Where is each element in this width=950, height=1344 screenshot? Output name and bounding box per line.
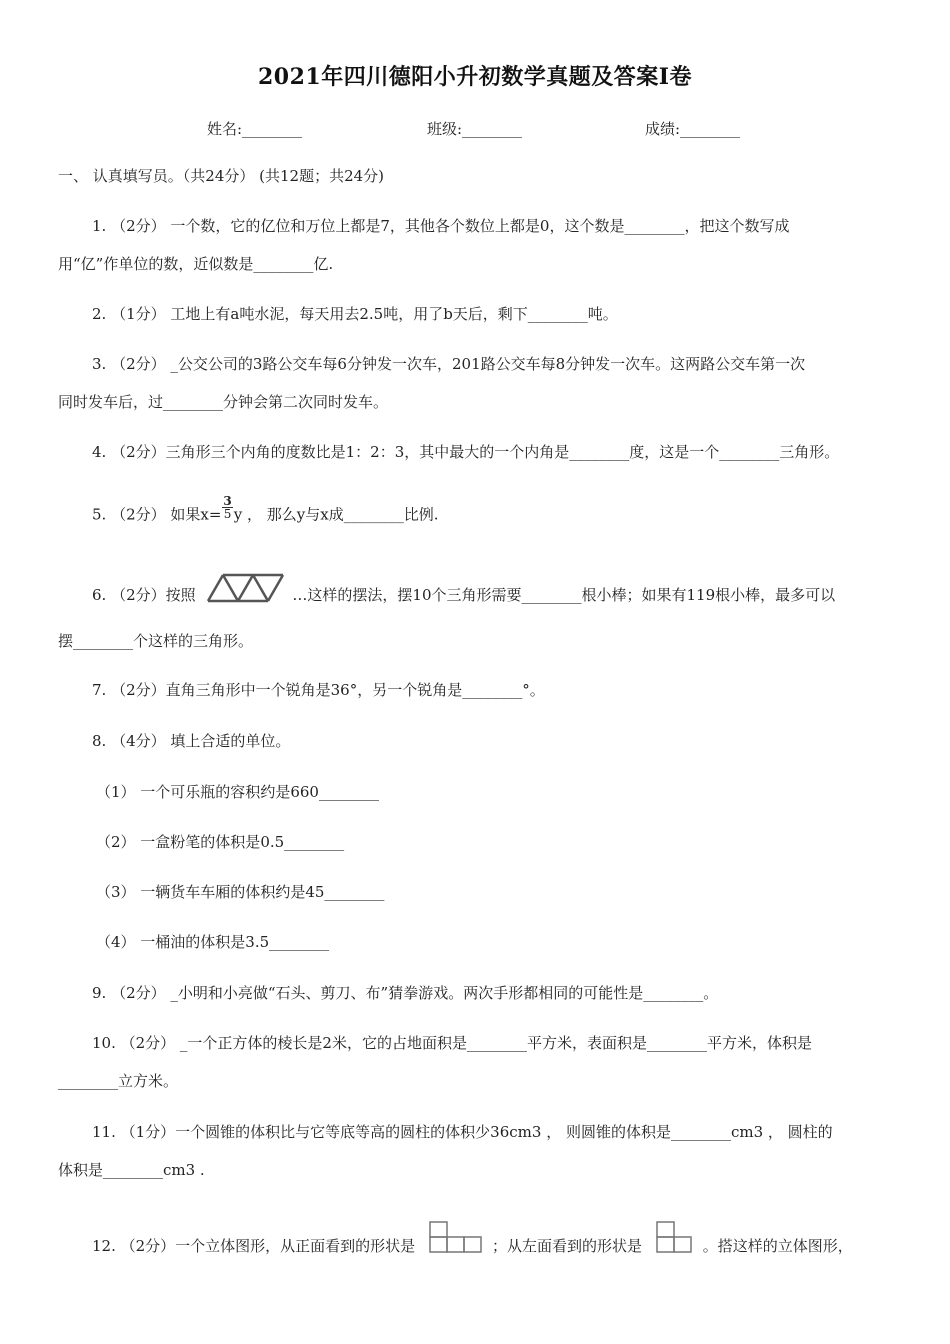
question-10-line-1: 10. （2分） _一个正方体的棱长是2米，它的占地面积是________平方米，表面积是________平方米，体积是 [92, 1034, 812, 1052]
question-3-line-2: 同时发车后，过________分钟会第二次同时发车。 [58, 393, 389, 411]
fraction-denominator: 5 [223, 507, 232, 521]
question-8-part-2: （2） 一盒粉笔的体积是0.5________ [96, 833, 345, 851]
question-12-middle: ；从左面看到的形状是 [491, 1237, 642, 1255]
fraction-three-fifths [222, 495, 232, 520]
question-4: 4. （2分）三角形三个内角的度数比是1：2：3，其中最大的一个内角是________度，这是一个________三角形。 [92, 443, 840, 461]
question-8-part-3: （3） 一辆货车车厢的体积约是45________ [96, 883, 385, 901]
left-view-figure [655, 1220, 695, 1254]
question-11-line-2: 体积是________cm3 . [58, 1161, 205, 1179]
question-11-line-1: 11. （1分）一个圆锥的体积比与它等底等高的圆柱的体积少36cm3 ， 则圆锥的体积是________cm3 ， 圆柱的 [92, 1123, 833, 1141]
section-heading: 一、 认真填写员。（共24分） (共12题；共24分) [58, 167, 385, 185]
question-12 [92, 1230, 950, 1264]
question-2: 2. （1分） 工地上有a吨水泥，每天用去2.5吨，用了b天后，剩下________吨。 [92, 305, 618, 323]
question-6-suffix: …这样的摆法，摆10个三角形需要________根小棒；如果有119根小棒，最多可以 [292, 586, 836, 604]
question-10-line-2: ________立方米。 [58, 1072, 179, 1090]
fraction-numerator: 3 [223, 494, 232, 508]
question-5-suffix: y ， 那么y与x成________比例. [233, 505, 439, 524]
class-field-label: 班级:________ [427, 120, 523, 138]
question-6-prefix: 6. （2分）按照 [92, 586, 196, 604]
question-6-line-1 [92, 581, 950, 611]
question-5 [92, 494, 950, 528]
question-8-part-1: （1） 一个可乐瓶的容积约是660________ [96, 783, 379, 801]
question-1-line-1: 1. （2分） 一个数，它的亿位和万位上都是7，其他各个数位上都是0，这个数是________，把这个数写成 [92, 217, 790, 235]
front-view-figure [428, 1220, 484, 1254]
score-field-label: 成绩:________ [645, 120, 741, 138]
name-field-label: 姓名:________ [207, 120, 303, 138]
question-6-line-2: 摆________个这样的三角形。 [58, 632, 254, 650]
question-7: 7. （2分）直角三角形中一个锐角是36°，另一个锐角是________°。 [92, 681, 545, 699]
question-12-prefix: 12. （2分）一个立体图形，从正面看到的形状是 [92, 1237, 416, 1255]
question-12-suffix: 。搭这样的立体图形， [702, 1237, 853, 1255]
triangles-pattern-figure [206, 573, 286, 603]
question-8-part-4: （4） 一桶油的体积是3.5________ [96, 933, 330, 951]
question-5-prefix: 5. （2分） 如果x= [92, 505, 222, 524]
question-9: 9. （2分） _小明和小亮做“石头、剪刀、布”猜拳游戏。两次手形都相同的可能性是________。 [92, 984, 719, 1002]
question-1-line-2: 用“亿”作单位的数，近似数是________亿. [58, 255, 334, 273]
page-title: 2021年四川德阳小升初数学真题及答案I卷 [257, 64, 693, 90]
question-8: 8. （4分） 填上合适的单位。 [92, 732, 291, 750]
question-3-line-1: 3. （2分） _公交公司的3路公交车每6分钟发一次车，201路公交车每8分钟发一次车。这两路公交车第一次 [92, 355, 806, 373]
